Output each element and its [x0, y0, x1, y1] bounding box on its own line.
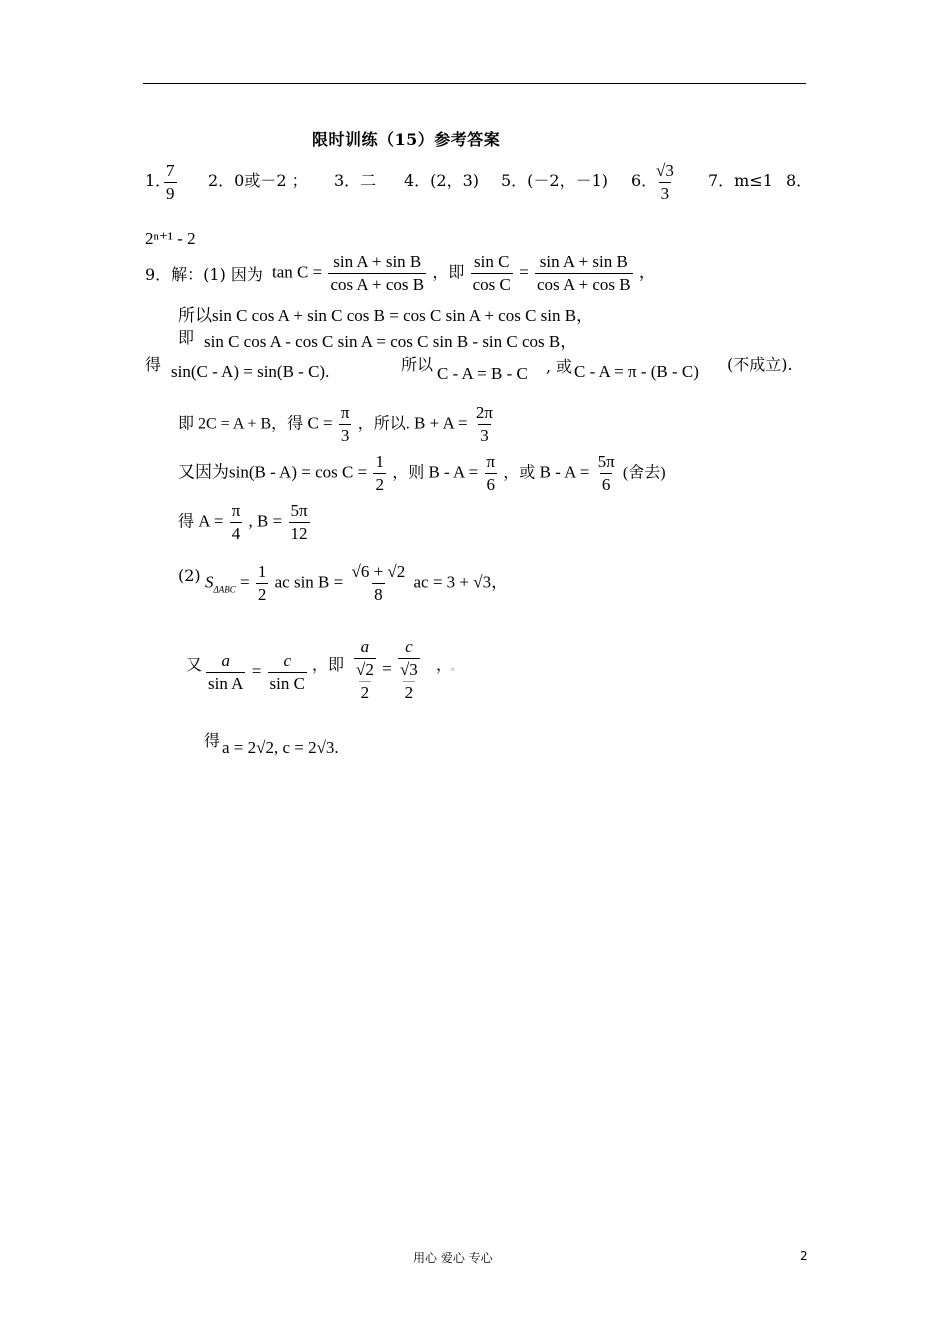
q9-line9-f4-num: c	[405, 637, 413, 656]
q9-line6-f2-den: 6	[486, 475, 495, 494]
answer-8-label: 8．	[786, 171, 813, 190]
q9-line7	[178, 500, 312, 545]
q9-f3-den: cos A + cos B	[536, 275, 631, 294]
q9-line8-f1-num: 1	[257, 562, 267, 581]
q9-line9-f3-num: a	[360, 637, 370, 656]
q9-line7-a: A =	[198, 511, 224, 531]
answer-1-fraction	[162, 160, 179, 205]
q9-line6-ba2: B - A =	[539, 462, 590, 482]
q9-line8-f1-den: 2	[257, 585, 267, 604]
q9-line6-f2-num: π	[486, 452, 496, 471]
q9-line8-sub: ΔABC	[213, 584, 236, 595]
q9-line8-f2-num: √6 + √2	[351, 562, 406, 581]
q9-line10-label: 得	[204, 731, 221, 750]
q9-line9-eq: =	[251, 661, 262, 681]
q9-line5-c: C =	[307, 413, 333, 433]
q9-line8-eq: =	[240, 572, 250, 592]
q9-line9-f3-den-bot: 2	[360, 683, 370, 702]
answer-1-denominator: 9	[166, 184, 175, 203]
answer-1-label: 1．	[145, 171, 172, 190]
q9-line6-f3-den: 6	[601, 475, 611, 494]
q9-line6-prefix: 又因为sin(B - A) = cos C =	[178, 462, 368, 482]
q9-line1-eq: =	[519, 262, 529, 282]
q9-line9-label: 又	[186, 655, 203, 674]
answer-5: 5．(－2，－1)	[501, 171, 609, 190]
answer-7: 7．m≤1	[708, 171, 773, 190]
q9-line9-eq2: =	[382, 658, 392, 678]
answer-3: 3．二	[334, 171, 377, 190]
q9-line7-f1-den: 4	[231, 524, 241, 543]
q9-line9-mid: ，即	[312, 655, 345, 674]
answer-4: 4．(2，3)	[404, 171, 480, 190]
q9-line6	[178, 451, 666, 496]
q9-line9-dot: 。	[451, 662, 461, 673]
q9-line8-end: ac = 3 + √3，	[413, 572, 509, 592]
q9-line9-f3-den	[354, 658, 376, 704]
q9-line4-eq3: C - A = π - (B - C)	[574, 362, 699, 381]
q9-line3-label: 即	[178, 328, 195, 347]
q9-line4-label: 得	[145, 355, 162, 374]
q9-line9-f2-num: c	[283, 651, 292, 670]
q9-line8	[205, 561, 508, 606]
q9-line6-or: ，或	[503, 464, 536, 482]
q9-f2-den: cos C	[472, 275, 511, 294]
q9-line4-so: 所以	[401, 355, 434, 374]
header-rule	[143, 83, 806, 84]
q9-line7-prefix: 得	[178, 513, 195, 531]
q9-line6-f3-num: 5π	[597, 452, 615, 471]
q9-line4-or: , 或	[546, 357, 573, 376]
q9-line9-end: ，	[436, 655, 453, 674]
q9-line9-f4-den-top: √3	[399, 660, 418, 679]
page-title: 限时训练（15）参考答案	[312, 130, 501, 149]
q9-line9-f4-den	[398, 658, 420, 704]
answer-1-numerator: 7	[166, 161, 175, 180]
q9-line9-f1-den: sin A	[208, 674, 244, 693]
q9-line5-f1-den: 3	[340, 426, 350, 445]
q9-line7-b: , B =	[248, 511, 283, 531]
answer-6-numerator: √3	[656, 161, 674, 180]
q9-line5-mid: ，所以.	[357, 415, 410, 433]
q9-line2: 所以sin C cos A + sin C cos B = cos C sin A + cos C sin B，	[178, 306, 594, 325]
q9-line9-f3-den-top: √2	[356, 660, 374, 679]
q9-line6-note: (舍去)	[622, 464, 666, 482]
answer-2: 2．0或－2 ；	[208, 171, 308, 190]
q9-line1-math	[272, 251, 656, 296]
q9-line5-f1-num: π	[340, 403, 350, 422]
q9-line8-f2-den: 8	[374, 585, 383, 604]
q9-line9-part2	[352, 636, 422, 704]
q9-line5-f2-num: 2π	[475, 403, 493, 422]
answer-6-denominator: 3	[660, 184, 670, 203]
q9-line7-f1-num: π	[231, 501, 241, 520]
q9-line9-f2-den: sin C	[269, 674, 305, 693]
q9-f2-num: sin C	[474, 252, 510, 271]
q9-f1-den: cos A + cos B	[330, 275, 425, 294]
answer-6-label: 6．	[631, 171, 658, 190]
q9-line5-f2-den: 3	[480, 426, 489, 445]
q9-line5-ba: B + A =	[413, 413, 468, 433]
q9-line5-prefix: 即 2C = A + B，得	[178, 415, 304, 433]
q9-line9-f4-den-bot: 2	[404, 683, 414, 702]
q9-line1-mid: ，即	[432, 262, 465, 282]
q9-line9-f1-num: a	[221, 651, 230, 670]
footer-slogan: 用心 爱心 专心	[413, 1251, 493, 1265]
q9-line7-f2-den: 12	[290, 524, 308, 543]
q9-line1-prefix: 9．解：(1) 因为	[145, 265, 263, 284]
q9-line3: sin C cos A - cos C sin A = cos C sin B - sin C cos B，	[204, 332, 578, 351]
q9-line10: a = 2√2, c = 2√3.	[222, 738, 339, 757]
q9-line4-note: (不成立).	[727, 355, 793, 374]
q9-line9-part1	[204, 650, 309, 695]
q9-line6-f1-den: 2	[375, 475, 384, 494]
q9-line4-eq: sin(C - A) = sin(B - C).	[171, 362, 330, 381]
q9-f3-num: sin A + sin B	[539, 252, 628, 271]
answer-8-expression: 2ⁿ⁺¹ - 2	[145, 229, 196, 248]
q9-line1-end: ，	[638, 262, 656, 282]
q9-line8-mid: ac sin B =	[274, 572, 344, 592]
q9-line5	[178, 402, 497, 447]
q9-line4-eq2: C - A = B - C	[437, 364, 528, 383]
q9-line8-s: S	[205, 572, 214, 592]
q9-tan-c: tan C =	[272, 262, 323, 282]
q9-line6-f1-num: 1	[375, 452, 384, 471]
q9-line8-label: (2)	[178, 566, 201, 585]
answer-6-fraction	[652, 160, 678, 205]
q9-line6-ba: B - A =	[428, 462, 479, 482]
q9-line7-f2-num: 5π	[290, 501, 308, 520]
q9-line6-mid: ，则	[392, 464, 425, 482]
page-number: 2	[800, 1249, 808, 1263]
q9-f1-num: sin A + sin B	[333, 252, 422, 271]
